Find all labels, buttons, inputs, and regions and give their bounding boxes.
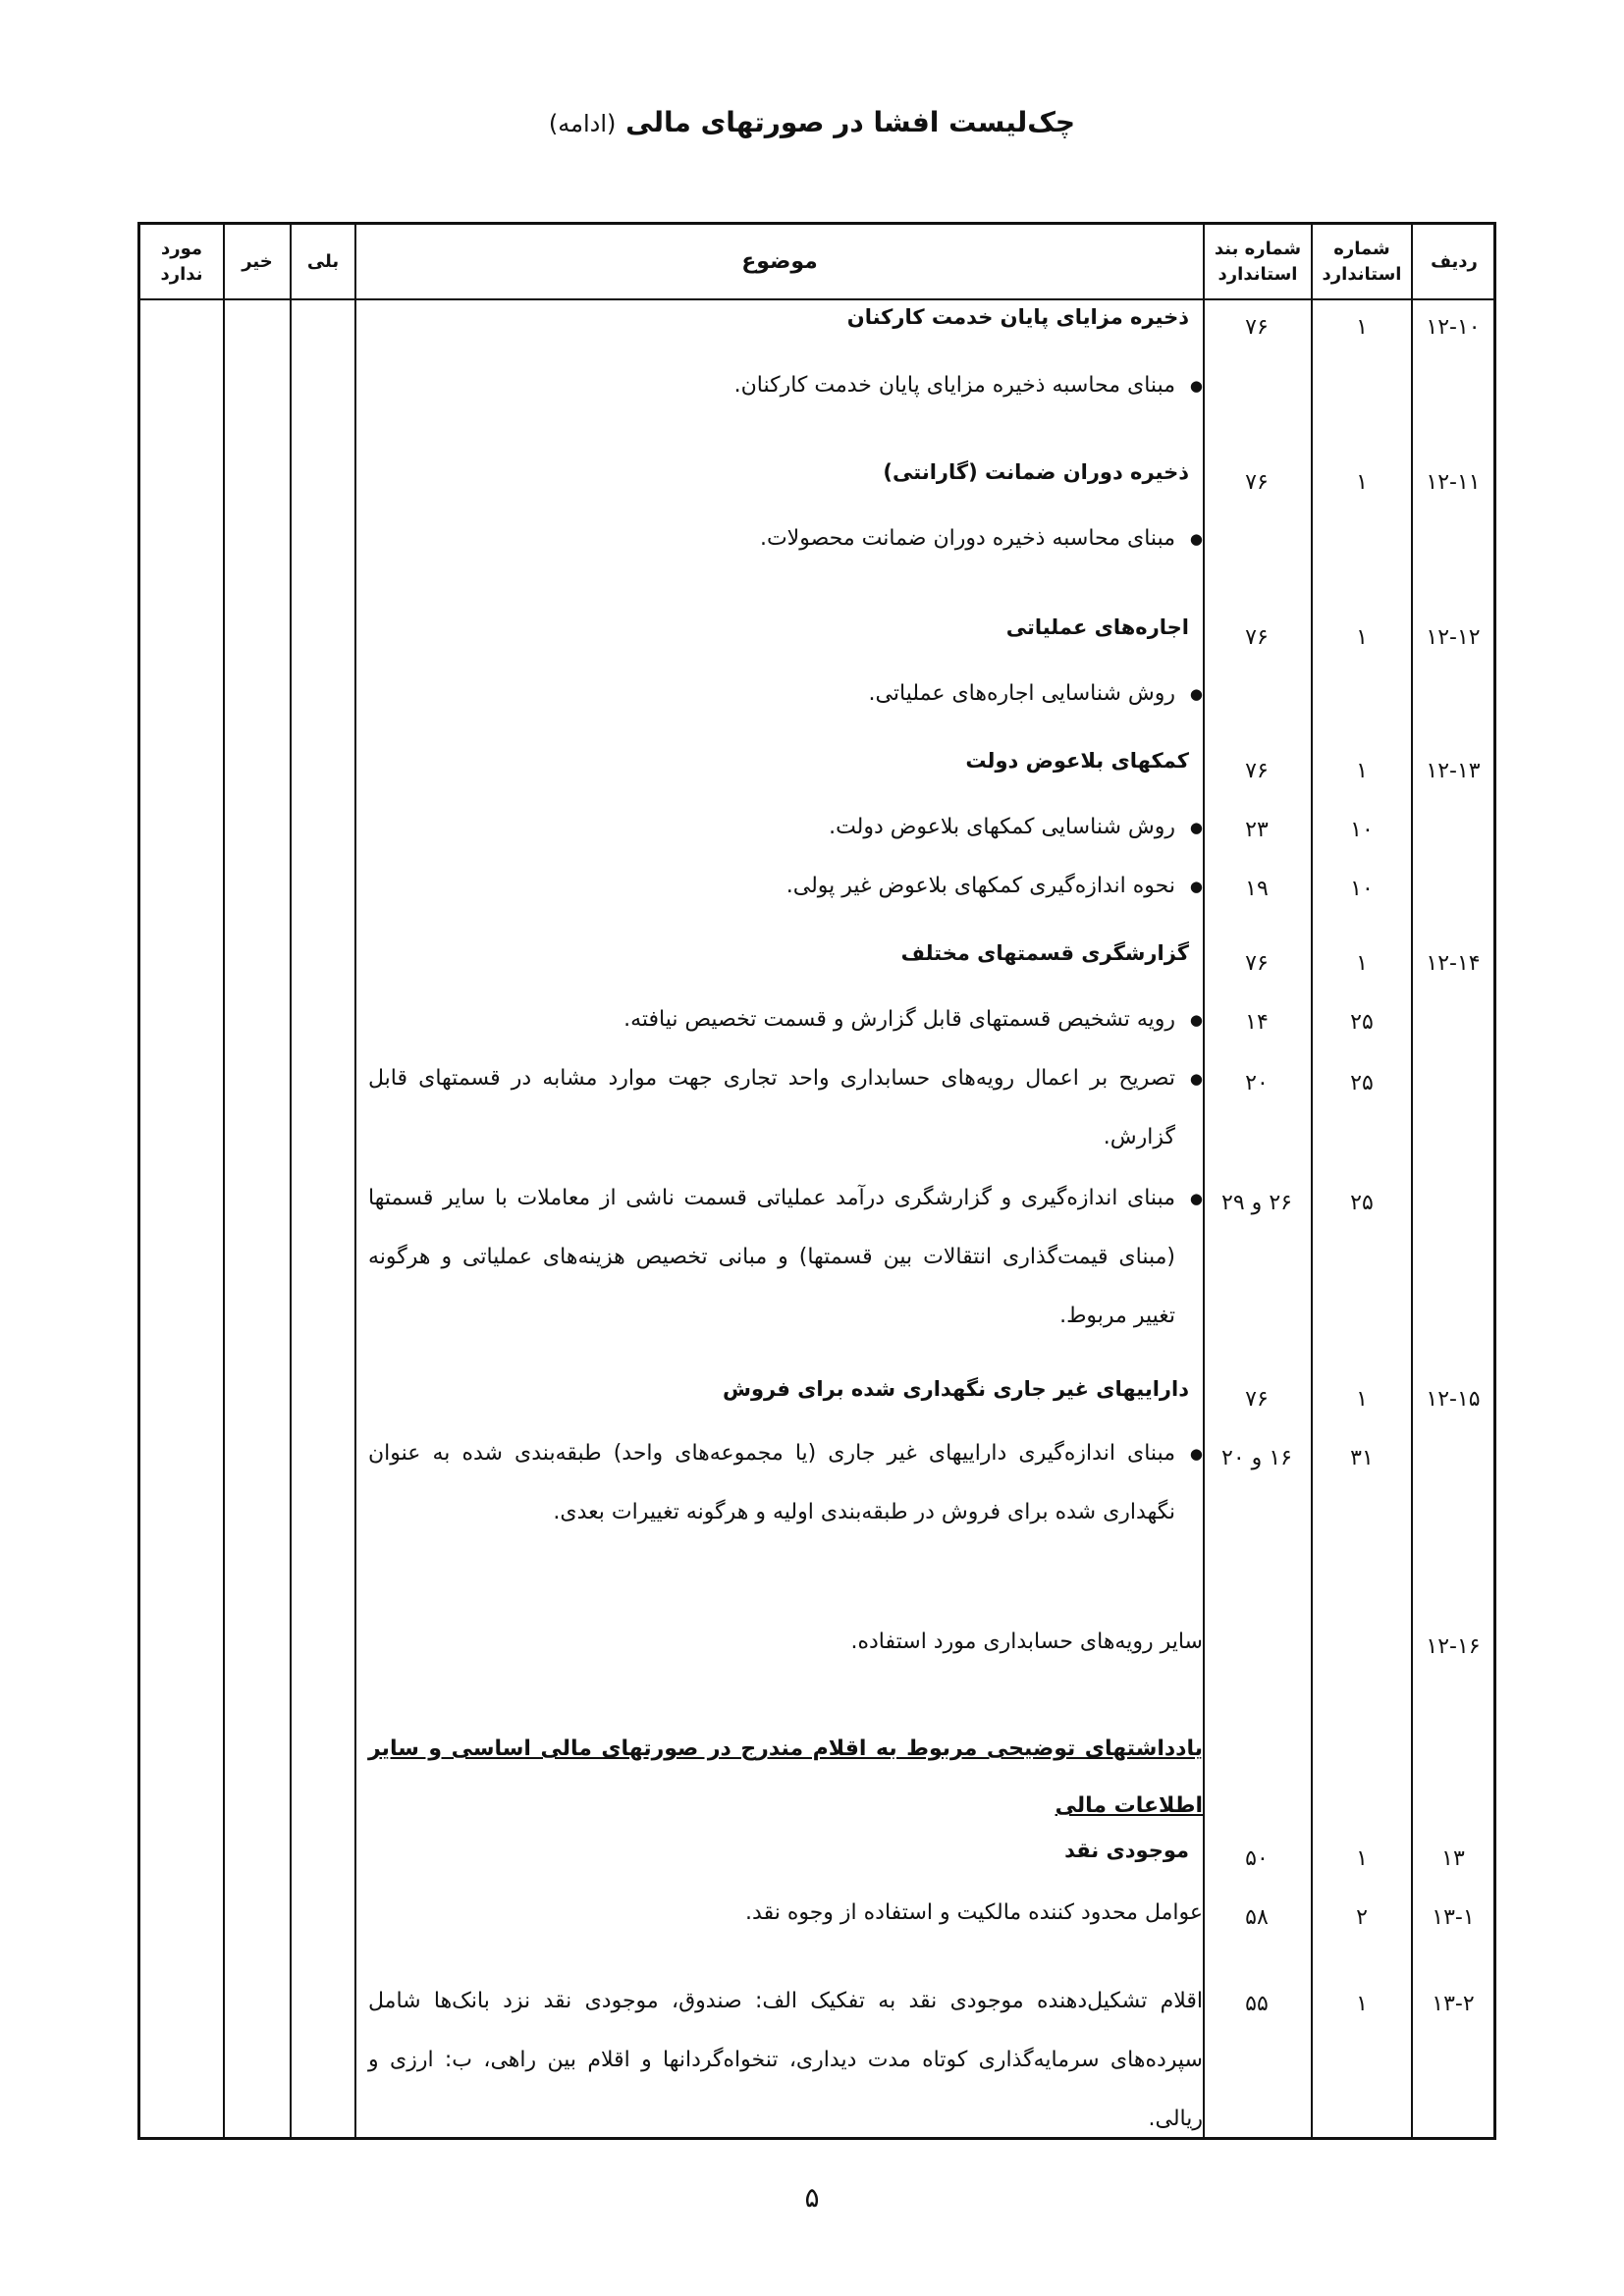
col-divider [223, 225, 225, 2137]
row-number: ۱۲-۱۱ [1426, 470, 1481, 495]
row-number: ۱۲-۱۲ [1426, 625, 1481, 650]
std-number: ۱۰ [1350, 877, 1374, 901]
bullet-item: ● مبنای محاسبه ذخیره دوران ضمانت محصولات. [368, 509, 1203, 568]
row-number: ۱۲-۱۶ [1426, 1634, 1481, 1659]
std-number: ۲ [1356, 1905, 1368, 1930]
header-divider [140, 298, 1493, 300]
bullet-item: ● روش شناسایی اجاره‌های عملیاتی. [368, 665, 1203, 723]
para-number: ۷۶ [1245, 759, 1269, 783]
bullet-item: ● مبنای محاسبه ذخیره مزایای پایان خدمت کارکنان. [368, 356, 1203, 415]
bullet-item: ● نحوه اندازه‌گیری کمکهای بلاعوض غیر پولی. [368, 857, 1203, 916]
para-number: ۲۳ [1245, 818, 1269, 842]
std-number: ۲۵ [1350, 1010, 1374, 1035]
item-title: ذخیره دوران ضمانت (گارانتی) [883, 460, 1189, 484]
bullet-item: ● تصریح بر اعمال رویه‌های حسابداری واحد تجاری جهت موارد مشابه در قسمتهای قابل گزارش. [368, 1049, 1203, 1167]
para-number: ۷۶ [1245, 1387, 1269, 1412]
header-std-no: شماره استاندارد [1322, 238, 1402, 285]
row-number: ۱۲-۱۰ [1426, 315, 1481, 340]
bullet-item: ● مبنای اندازه‌گیری و گزارشگری درآمد عملیاتی قسمت ناشی از معاملات با سایر قسمتها (مبنای قیمت‌گذاری انتقالات بین قسمتها) و مبانی تخصیص هزینه‌های عملیاتی و هرگونه تغییر مربوط. [368, 1169, 1203, 1346]
item-title: اجاره‌های عملیاتی [1005, 615, 1189, 639]
std-number: ۱ [1356, 1992, 1368, 2016]
std-number: ۱ [1356, 951, 1368, 976]
para-number: ۵۵ [1245, 1992, 1269, 2016]
row-number: ۱۳ [1441, 1846, 1465, 1871]
row-number: ۱۳-۱ [1432, 1905, 1475, 1930]
row-number: ۱۲-۱۵ [1426, 1387, 1481, 1412]
para-number: ۵۰ [1245, 1846, 1269, 1871]
row-number: ۱۲-۱۴ [1426, 951, 1481, 976]
title-sub: (ادامه) [548, 110, 617, 137]
item-title: کمکهای بلاعوض دولت [965, 749, 1189, 773]
para-number: ۱۴ [1245, 1010, 1269, 1035]
page-number: ۵ [804, 2181, 820, 2214]
checklist-table [137, 222, 1496, 2140]
section-heading: یادداشتهای توضیحی مربوط به اقلام مندرج در صورتهای مالی اساسی و سایر اطلاعات مالی [368, 1736, 1203, 1818]
bullet-item: ● رویه تشخیص قسمتهای قابل گزارش و قسمت تخصیص نیافته. [368, 990, 1203, 1049]
std-number: ۱ [1356, 759, 1368, 783]
std-number: ۱ [1356, 625, 1368, 650]
header-para-no: شماره بند استاندارد [1214, 238, 1302, 285]
page-title [0, 106, 1624, 138]
std-number: ۱ [1356, 315, 1368, 340]
item-title: موجودی نقد [1064, 1839, 1189, 1862]
item-title: گزارشگری قسمتهای مختلف [900, 941, 1189, 965]
item-title: ذخیره مزایای پایان خدمت کارکنان [846, 305, 1189, 329]
para-number: ۷۶ [1245, 951, 1269, 976]
para-number: ۱۹ [1245, 877, 1269, 901]
row-number: ۱۳-۲ [1432, 1992, 1475, 2016]
item-text: اقلام تشکیل‌دهنده موجودی نقد به تفکیک الف: صندوق، موجودی نقد نزد بانک‌ها شامل سپرده‌های سرمایه‌گذاری کوتاه مدت دیداری، تنخواه‌گردانها و اقلام بین راهی، ب: ارزی و ریالی. [368, 1989, 1203, 2131]
std-number: ۱ [1356, 1846, 1368, 1871]
header-topic: موضوع [741, 248, 818, 274]
para-number: ۷۶ [1245, 315, 1269, 340]
para-number: ۵۸ [1245, 1905, 1269, 1930]
header-row: ردیف [1431, 250, 1478, 272]
std-number: ۳۱ [1350, 1446, 1374, 1470]
std-number: ۱ [1356, 470, 1368, 495]
std-number: ۱۰ [1350, 818, 1374, 842]
para-number: ۱۶ و ۲۰ [1221, 1446, 1292, 1470]
std-number: ۲۵ [1350, 1071, 1374, 1095]
bullet-item: ● مبنای اندازه‌گیری داراییهای غیر جاری (یا مجموعه‌های واحد) طبقه‌بندی شده به عنوان نگهداری شده برای فروش در طبقه‌بندی اولیه و هرگونه تغییرات بعدی. [368, 1424, 1203, 1542]
std-number: ۲۵ [1350, 1191, 1374, 1215]
row-number: ۱۲-۱۳ [1426, 759, 1481, 783]
para-number: ۲۶ و ۲۹ [1221, 1191, 1292, 1215]
title-main: چک‌لیست افشا در صورتهای مالی [625, 106, 1076, 138]
item-text: عوامل محدود کننده مالکیت و استفاده از وجوه نقد. [745, 1900, 1203, 1925]
para-number: ۷۶ [1245, 625, 1269, 650]
std-number: ۱ [1356, 1387, 1368, 1412]
header-no: خیر [242, 250, 273, 272]
col-divider [354, 225, 356, 2137]
col-divider [290, 225, 292, 2137]
item-title: داراییهای غیر جاری نگهداری شده برای فروش [723, 1377, 1189, 1401]
para-number: ۷۶ [1245, 470, 1269, 495]
para-number: ۲۰ [1245, 1071, 1269, 1095]
header-yes: بلی [306, 250, 340, 272]
header-na: مورد ندارد [160, 238, 203, 285]
item-text: سایر رویه‌های حسابداری مورد استفاده. [850, 1629, 1203, 1654]
bullet-item: ● روش شناسایی کمکهای بلاعوض دولت. [368, 798, 1203, 857]
